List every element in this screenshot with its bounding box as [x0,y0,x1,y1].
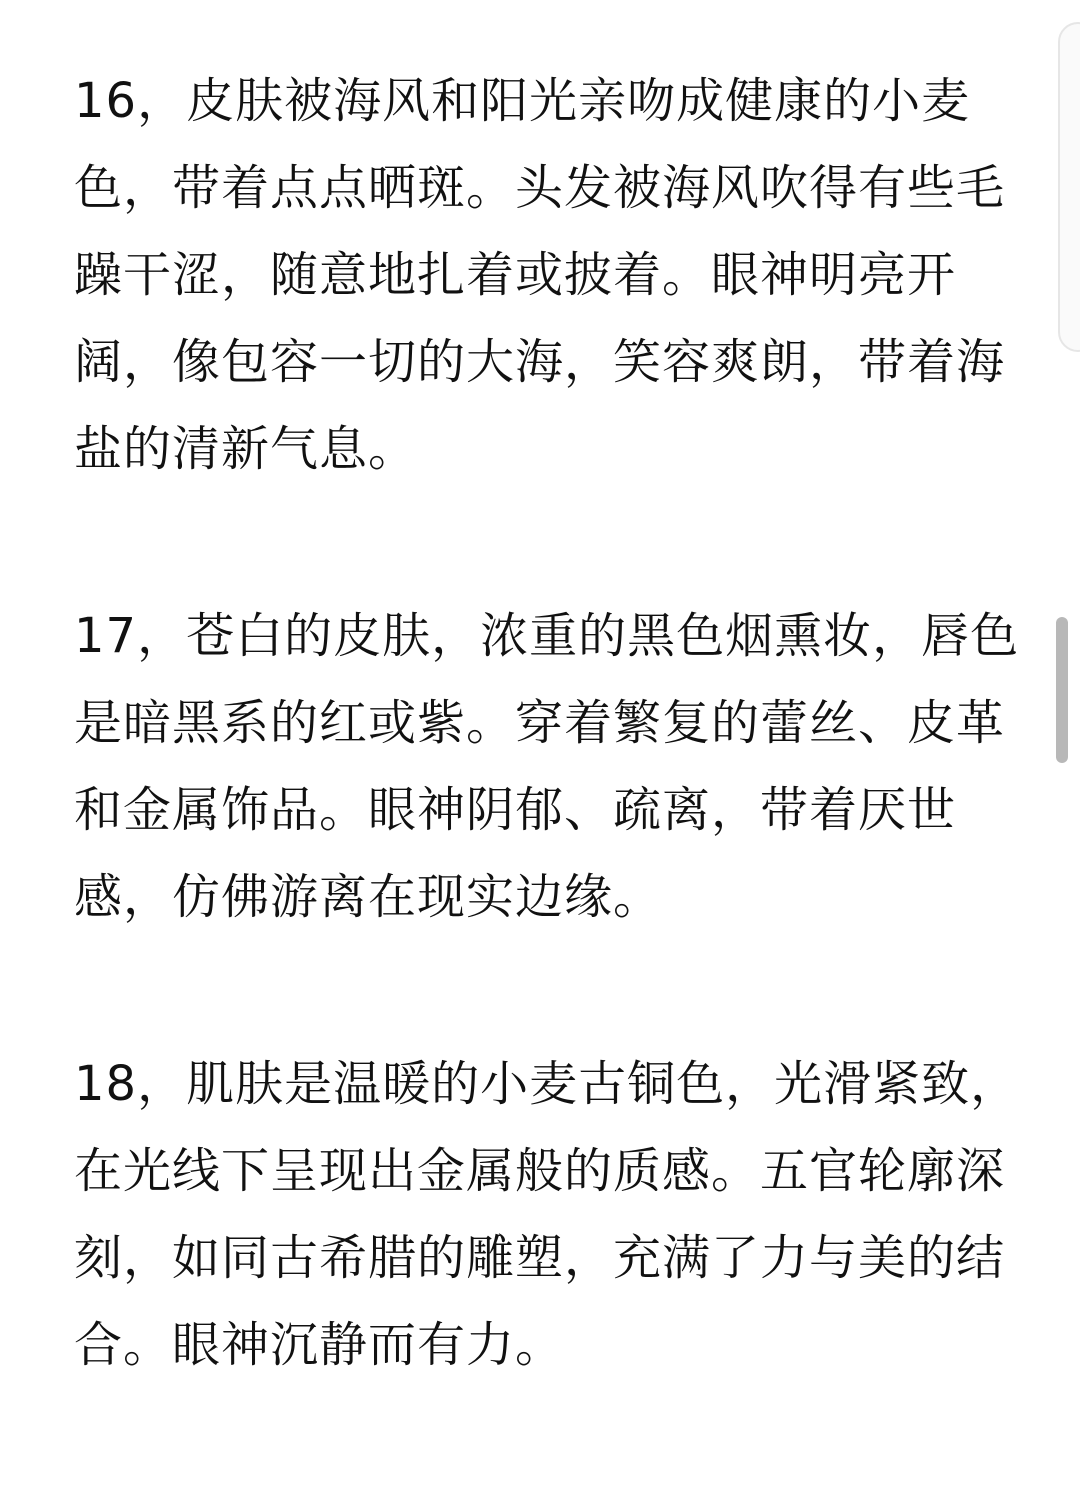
article-body [74,58,1020,1489]
text-line: 是暗黑系的红或紫。穿着繁复的蕾丝、皮革 [74,695,1006,751]
scrollbar-thumb[interactable] [1056,617,1068,763]
text-line: 合。眼神沉静而有力。 [74,1317,565,1373]
paragraph-17 [74,593,1020,941]
paragraph-16 [74,58,1004,493]
text-line: 和金属饰品。眼神阴郁、疏离，带着厌世 [74,782,957,838]
text-line: 18，肌肤是温暖的小麦古铜色，光滑紧致， [74,1056,1020,1112]
paragraph-18 [74,1041,1020,1389]
text-line: 色，带着点点晒斑。头发被海风吹得有些毛 [74,160,1006,216]
text-line: 刻，如同古希腊的雕塑，充满了力与美的结 [74,1230,1006,1286]
text-line: 盐的清新气息。 [74,421,418,477]
text-line: 躁干涩，随意地扎着或披着。眼神明亮开 [74,247,957,303]
text-line: 在光线下呈现出金属般的质感。五官轮廓深 [74,1143,1006,1199]
text-line: 阔，像包容一切的大海，笑容爽朗，带着海 [74,334,1006,390]
text-line: 感，仿佛游离在现实边缘。 [74,869,663,925]
text-line: 16，皮肤被海风和阳光亲吻成健康的小麦 [74,73,971,129]
text-line: 17，苍白的皮肤，浓重的黑色烟熏妆，唇色 [74,608,1020,664]
